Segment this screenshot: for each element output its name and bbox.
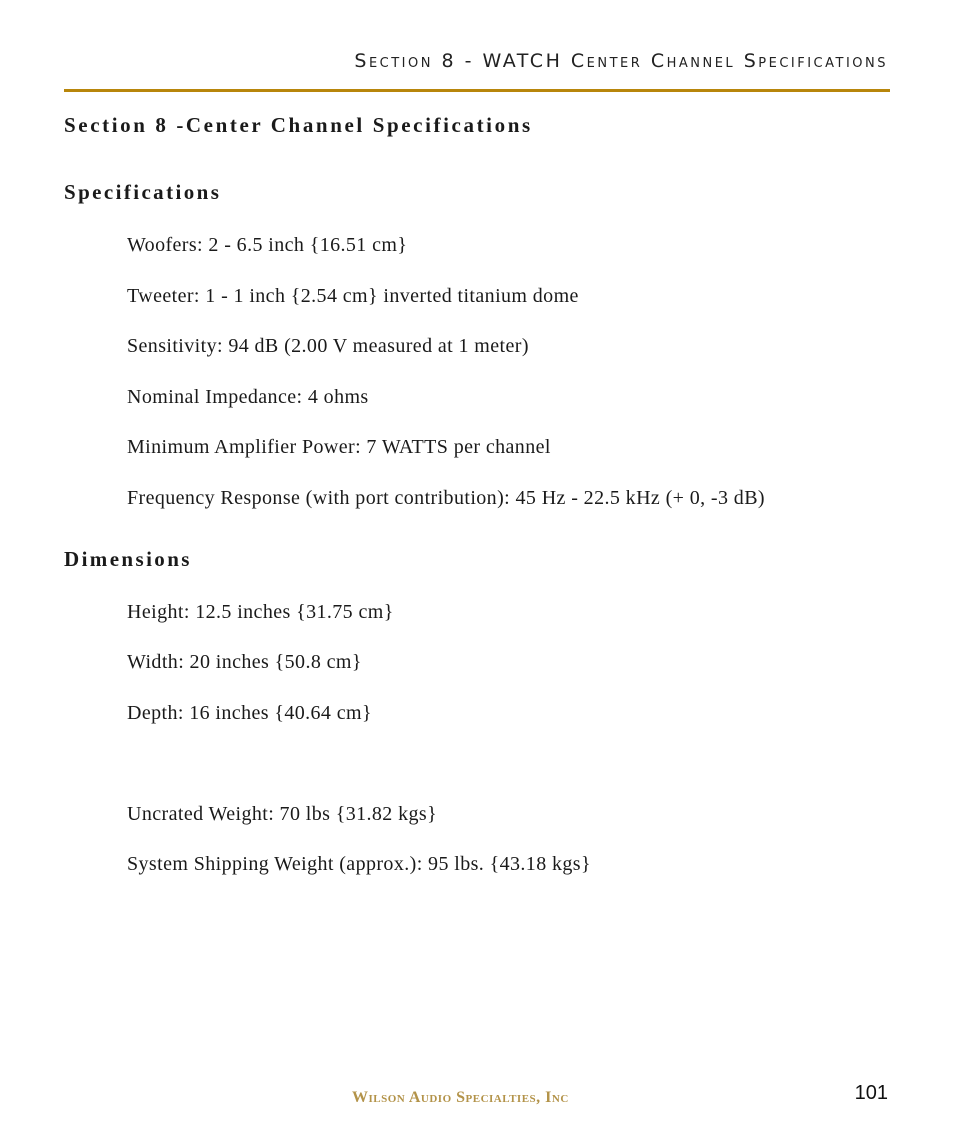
dimensions-heading: Dimensions (64, 547, 192, 571)
spec-sensitivity: Sensitivity: 94 dB (2.00 V measured at 1 meter) (127, 335, 529, 357)
spec-amplifier-power: Minimum Amplifier Power: 7 WATTS per channel (127, 436, 551, 458)
spec-frequency-response: Frequency Response (with port contribution): 45 Hz - 22.5 kHz (+ 0, -3 dB) (127, 487, 765, 509)
header-rule (64, 89, 890, 92)
spec-woofers: Woofers: 2 - 6.5 inch {16.51 cm} (127, 234, 408, 256)
dim-depth: Depth: 16 inches {40.64 cm} (127, 702, 372, 724)
weight-shipping: System Shipping Weight (approx.): 95 lbs. {43.18 kgs} (127, 853, 591, 875)
page-title: Section 8 -Center Channel Specifications (64, 113, 533, 137)
spec-impedance: Nominal Impedance: 4 ohms (127, 386, 369, 408)
specifications-heading: Specifications (64, 180, 222, 204)
spec-tweeter: Tweeter: 1 - 1 inch {2.54 cm} inverted titanium dome (127, 285, 579, 307)
dim-width: Width: 20 inches {50.8 cm} (127, 651, 362, 673)
footer-company-logo: Wilson Audio Specialties, Inc (352, 1089, 569, 1106)
page-number: 101 (854, 1082, 888, 1104)
running-header: Section 8 - WATCH Center Channel Specifications (354, 50, 888, 72)
dim-height: Height: 12.5 inches {31.75 cm} (127, 601, 394, 623)
weight-uncrated: Uncrated Weight: 70 lbs {31.82 kgs} (127, 803, 438, 825)
